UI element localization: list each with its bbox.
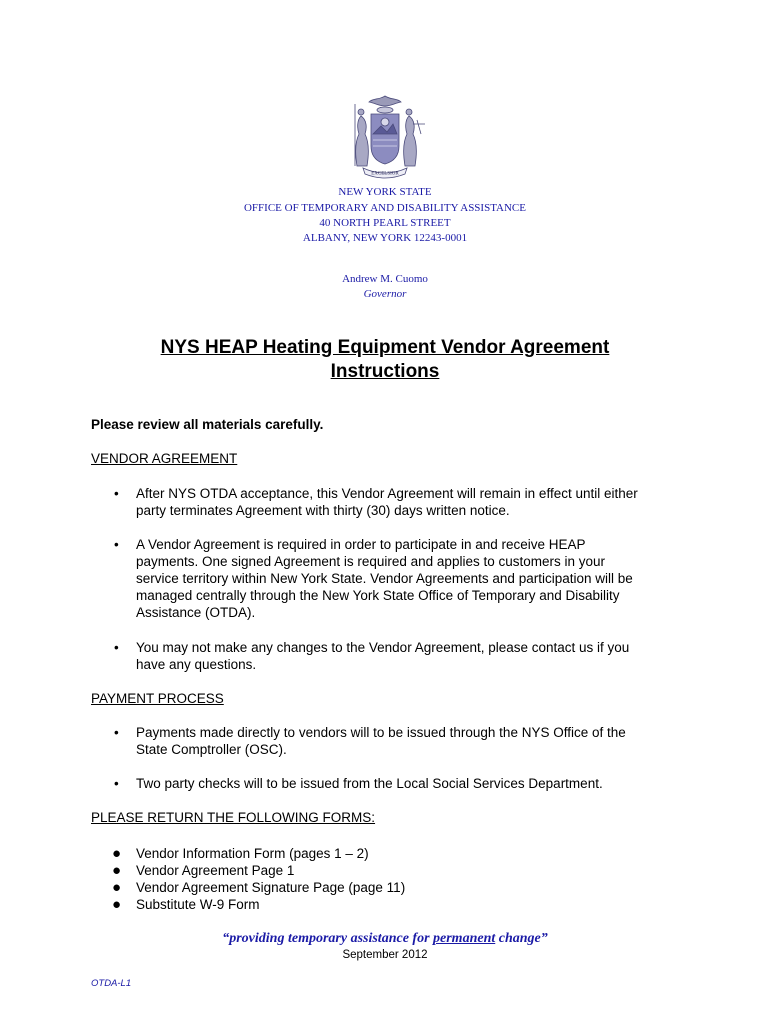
list-item: A Vendor Agreement is required in order to participate in and receive HEAP payments. One signed Agreement is required and applies to customers in your service territory within New York State. Vendor Agreements and participation will be managed centrally through the New York State Office of Temporary and Disability Assistance (OTDA). [136,537,633,620]
bullet-marker: • [114,776,119,791]
page-title-line1: NYS HEAP Heating Equipment Vendor Agreement [160,337,610,358]
bullet-marker: • [114,640,119,655]
list-item: Substitute W-9 Form [136,897,260,912]
bullet-marker: ● [112,879,122,896]
list-item: You may not make any changes to the Vendor Agreement, please contact us if you have any questions. [136,640,630,672]
bullet-marker: ● [112,845,122,862]
list-item: Two party checks will to be issued from the Local Social Services Department. [136,776,603,791]
bullet-marker: • [114,725,119,740]
list-item: Vendor Agreement Page 1 [136,863,295,878]
header-office: OFFICE OF TEMPORARY AND DISABILITY ASSISTANCE [243,202,526,214]
bullet-marker: • [114,486,119,501]
section-heading-vendor-agreement: VENDOR AGREEMENT [91,451,238,466]
bullet-marker: ● [112,862,122,879]
nys-seal-logo [339,94,431,180]
list-item: Payments made directly to vendors will to be issued through the NYS Office of the State Comptroller (OSC). [136,725,626,757]
list-item: Vendor Agreement Signature Page (page 11) [136,880,406,895]
footer-motto: “providing temporary assistance for permanent change” [222,931,548,946]
section-heading-return-forms: PLEASE RETURN THE FOLLOWING FORMS: [91,810,376,825]
governor-role: Governor [363,288,407,300]
form-code: OTDA-L1 [91,978,132,989]
header-city: ALBANY, NEW YORK 12243-0001 [302,232,468,244]
seal-motto: EXCELSIOR [371,171,399,177]
list-item: After NYS OTDA acceptance, this Vendor Agreement will remain in effect until either party terminates Agreement with thirty (30) days written notice. [136,486,638,518]
section-heading-payment-process: PAYMENT PROCESS [91,691,224,706]
governor-name: Andrew M. Cuomo [342,273,428,285]
footer-date: September 2012 [342,949,428,961]
header-state: NEW YORK STATE [338,186,432,198]
bullet-marker: • [114,537,119,552]
intro-text: Please review all materials carefully. [91,417,324,432]
list-item: Vendor Information Form (pages 1 – 2) [136,846,369,861]
header-street: 40 NORTH PEARL STREET [319,217,451,229]
page-title-line2: Instructions [330,361,440,382]
bullet-marker: ● [112,896,122,913]
